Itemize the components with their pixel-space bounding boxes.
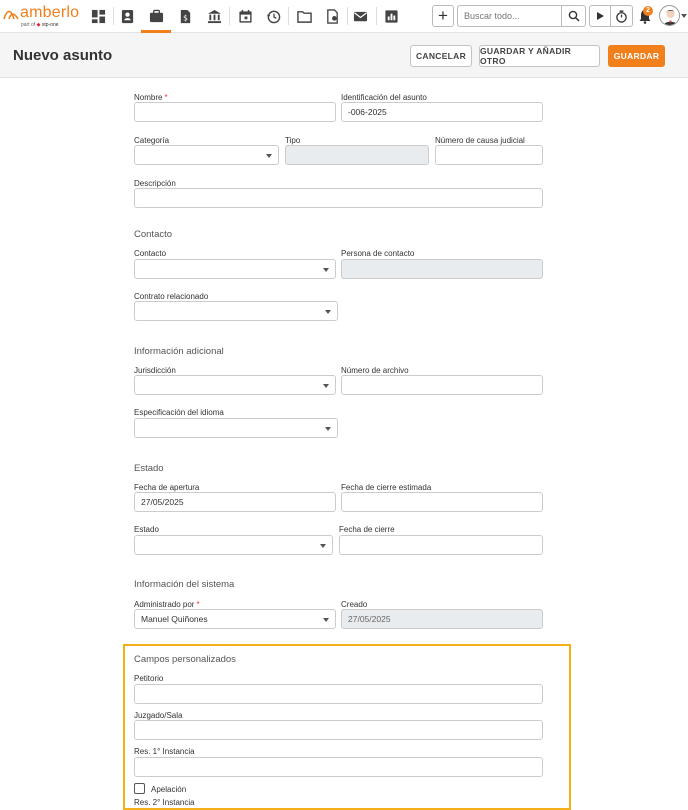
dashboard-icon[interactable] — [86, 4, 110, 28]
nav-divider — [376, 7, 377, 25]
user-menu-caret-icon[interactable] — [681, 14, 687, 18]
res2-label: Res. 2° Instancia — [134, 798, 195, 807]
contrato-select[interactable] — [134, 301, 338, 321]
chevron-down-icon — [320, 544, 326, 548]
mail-icon[interactable] — [348, 4, 372, 28]
juzgado-label: Juzgado/Sala — [134, 711, 183, 720]
logo-wordmark: amberlo — [20, 4, 80, 21]
persona-contacto-input — [341, 259, 543, 279]
contacto-select[interactable] — [134, 259, 336, 279]
chevron-down-icon — [325, 310, 331, 314]
contacts-icon[interactable] — [115, 4, 139, 28]
timer-button[interactable] — [611, 5, 633, 27]
search-icon — [568, 10, 580, 22]
documents-icon[interactable] — [320, 4, 344, 28]
apelacion-checkbox[interactable] — [134, 783, 145, 794]
page-title: Nuevo asunto — [13, 47, 113, 64]
invoices-icon[interactable] — [173, 4, 197, 28]
estado-label: Estado — [134, 525, 159, 534]
contacto-section-title: Contacto — [134, 229, 173, 240]
chevron-down-icon — [323, 384, 329, 388]
jurisdiccion-label: Jurisdicción — [134, 366, 176, 375]
save-button[interactable]: GUARDAR — [608, 45, 665, 67]
res1-label: Res. 1° Instancia — [134, 747, 195, 756]
time-history-icon[interactable] — [261, 4, 285, 28]
stopwatch-icon — [615, 10, 628, 23]
identificacion-input[interactable]: -006-2025 — [341, 102, 543, 122]
top-nav — [0, 0, 688, 33]
start-timer-button[interactable] — [589, 5, 611, 27]
apelacion-label: Apelación — [151, 785, 187, 794]
creado-input: 27/05/2025 — [341, 609, 543, 629]
personalizados-section-title: Campos personalizados — [134, 654, 236, 665]
fecha-apertura-label: Fecha de apertura — [134, 483, 200, 492]
idioma-select[interactable] — [134, 418, 338, 438]
adicional-section-title: Información adicional — [134, 346, 224, 357]
notification-count-badge: 2 — [643, 6, 653, 16]
amberlo-logo-icon — [3, 7, 19, 21]
add-new-button[interactable]: + — [432, 5, 454, 27]
avatar-icon — [660, 6, 680, 26]
nombre-label: Nombre * — [134, 93, 168, 102]
identificacion-label: Identificación del asunto — [341, 93, 427, 102]
creado-label: Creado — [341, 600, 368, 609]
svg-text:$: $ — [182, 12, 188, 22]
nav-divider — [113, 7, 114, 25]
estado-section-title: Estado — [134, 463, 164, 474]
matters-icon[interactable] — [144, 4, 168, 28]
chevron-down-icon — [266, 154, 272, 158]
fecha-cierre-estimada-label: Fecha de cierre estimada — [341, 483, 432, 492]
fecha-apertura-input[interactable]: 27/05/2025 — [134, 492, 336, 512]
fecha-cierre-estimada-input[interactable] — [341, 492, 543, 512]
calendar-icon[interactable] — [233, 4, 257, 28]
nombre-input[interactable] — [134, 102, 336, 122]
fecha-cierre-label: Fecha de cierre — [339, 525, 395, 534]
reports-icon[interactable] — [379, 4, 403, 28]
categoria-label: Categoría — [134, 136, 170, 145]
res1-input[interactable] — [134, 757, 543, 777]
contrato-label: Contrato relacionado — [134, 292, 209, 301]
numero-causa-input[interactable] — [435, 145, 543, 165]
categoria-select[interactable] — [134, 145, 279, 165]
jurisdiccion-select[interactable] — [134, 375, 336, 395]
administrado-label: Administrado por * — [134, 600, 200, 609]
save-and-add-another-button[interactable]: GUARDAR Y AÑADIR OTRO — [479, 45, 600, 67]
nav-divider — [229, 7, 230, 25]
idioma-label: Especificación del idioma — [134, 408, 224, 417]
logo-subtitle: part of ◆ stp-one — [21, 22, 59, 28]
bank-icon[interactable] — [202, 4, 226, 28]
descripcion-label: Descripción — [134, 179, 176, 188]
amberlo-logo[interactable] — [3, 4, 81, 28]
numero-archivo-label: Número de archivo — [341, 366, 409, 375]
nav-divider — [288, 7, 289, 25]
user-avatar[interactable] — [659, 5, 680, 26]
chevron-down-icon — [325, 427, 331, 431]
numero-causa-label: Número de causa judicial — [435, 136, 525, 145]
contacto-label: Contacto — [134, 249, 167, 258]
numero-archivo-input[interactable] — [341, 375, 543, 395]
page-header — [0, 33, 688, 78]
administrado-select[interactable]: Manuel Quiñones — [134, 609, 336, 629]
fecha-cierre-input[interactable] — [339, 535, 543, 555]
folder-icon[interactable] — [292, 4, 316, 28]
persona-contacto-label: Persona de contacto — [341, 249, 415, 258]
tipo-input — [285, 145, 429, 165]
petitorio-label: Petitorio — [134, 674, 164, 683]
estado-select[interactable] — [134, 535, 333, 555]
search-button[interactable] — [562, 5, 586, 27]
chevron-down-icon — [323, 268, 329, 272]
play-icon — [595, 11, 605, 21]
global-search-input[interactable] — [457, 5, 562, 27]
juzgado-input[interactable] — [134, 720, 543, 740]
descripcion-input[interactable] — [134, 188, 543, 208]
tipo-label: Tipo — [285, 136, 301, 145]
sistema-section-title: Información del sistema — [134, 579, 235, 590]
chevron-down-icon — [323, 618, 329, 622]
petitorio-input[interactable] — [134, 684, 543, 704]
cancel-button[interactable]: CANCELAR — [410, 45, 472, 67]
